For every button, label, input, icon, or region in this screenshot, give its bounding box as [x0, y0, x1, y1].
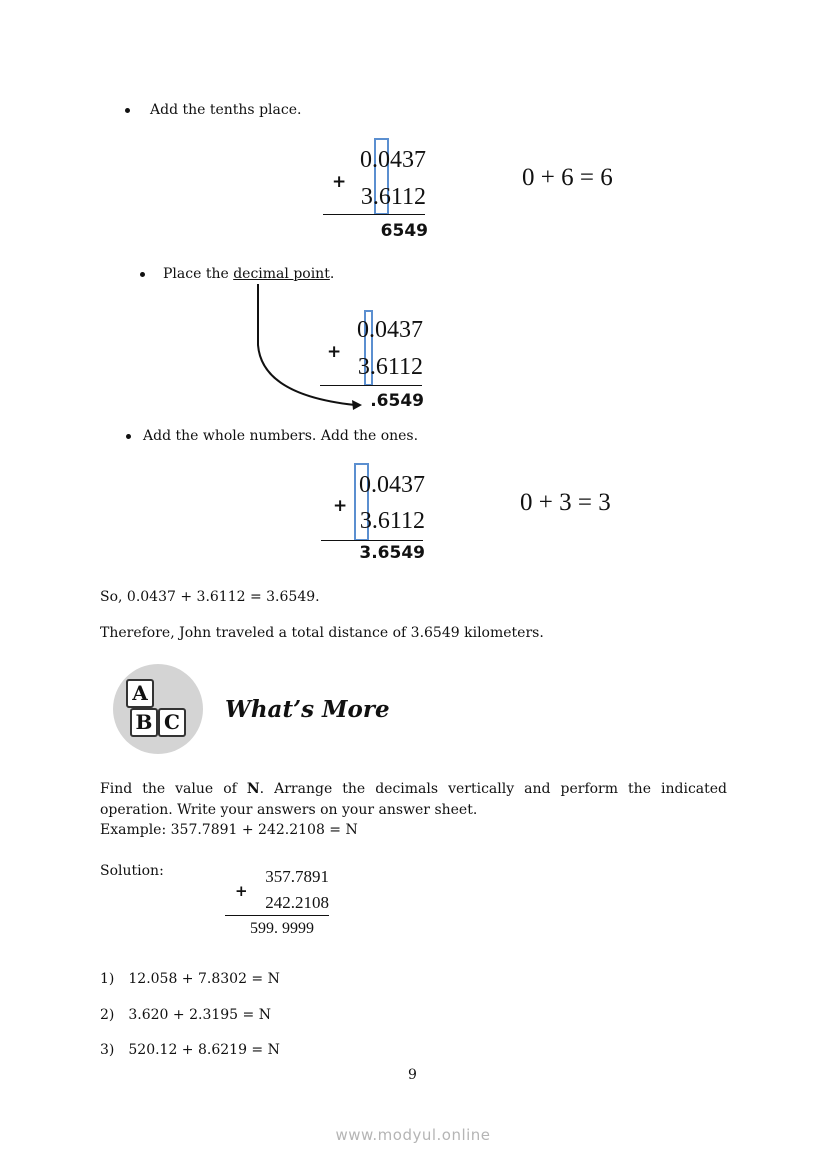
section-title: What’s More	[225, 696, 390, 723]
exercise-1	[100, 969, 280, 989]
plus-sign: +	[332, 172, 347, 192]
addend-bottom: 3.6112	[357, 354, 423, 380]
page-number: 9	[408, 1067, 417, 1083]
exercise-text: 12.058 + 7.8302 = N	[128, 971, 280, 987]
step-1-text: Add the tenths place.	[150, 102, 302, 118]
equation: 0 + 3 = 3	[520, 489, 611, 516]
partial-result: .6549	[370, 391, 424, 411]
abc-blocks-icon	[113, 664, 203, 754]
final-result: 3.6549	[359, 543, 425, 563]
solution-bottom: 242.2108	[265, 893, 329, 912]
sum-line	[320, 385, 422, 386]
sum-line	[225, 915, 329, 916]
variable-n: N	[246, 781, 260, 797]
exercise-number: 1)	[100, 971, 115, 987]
block-b: B	[130, 708, 158, 737]
exercise-2	[100, 1005, 271, 1025]
conclusion: Therefore, John traveled a total distance of 3.6549 kilometers.	[100, 625, 544, 641]
plus-sign: +	[333, 496, 348, 516]
step-3-text: Add the whole numbers. Add the ones.	[143, 428, 419, 444]
solution-result: 599. 9999	[250, 920, 314, 937]
exercise-number: 2)	[100, 1007, 115, 1023]
exercise-text: 3.620 + 2.3195 = N	[128, 1007, 271, 1023]
exercise-number: 3)	[100, 1042, 115, 1058]
addend-bottom: 3.6112	[360, 184, 426, 210]
example: Example: 357.7891 + 242.2108 = N	[100, 822, 358, 838]
addend-bottom: 3.6112	[359, 508, 425, 534]
sum-line	[321, 540, 423, 541]
equation: 0 + 6 = 6	[522, 164, 613, 191]
plus-sign: +	[235, 882, 248, 900]
partial-result: 6549	[380, 221, 428, 241]
step-2-text-before: Place the	[163, 266, 234, 282]
addend-top: 0.0437	[357, 317, 423, 343]
instructions-text: . Arrange the decimals vertically and perform the indicated operation. Write your answers on your answer sheet.	[100, 781, 728, 818]
block-c: C	[158, 708, 186, 737]
solution-top: 357.7891	[265, 867, 329, 886]
plus-sign: +	[327, 342, 342, 362]
period: .	[329, 266, 335, 282]
exercise-text: 520.12 + 8.6219 = N	[128, 1042, 280, 1058]
exercise-3	[100, 1040, 280, 1060]
watermark: www.modyul.online	[335, 1126, 491, 1144]
summary: So, 0.0437 + 3.6112 = 3.6549.	[100, 589, 320, 605]
instructions	[100, 779, 727, 821]
block-a: A	[126, 679, 154, 708]
bullet	[126, 434, 131, 439]
instructions-text: Find the value of	[100, 781, 247, 797]
addend-top: 0.0437	[359, 472, 425, 498]
addend-top: 0.0437	[360, 147, 426, 173]
decimal-point-term: decimal point	[233, 266, 330, 282]
solution-label: Solution:	[100, 863, 164, 879]
